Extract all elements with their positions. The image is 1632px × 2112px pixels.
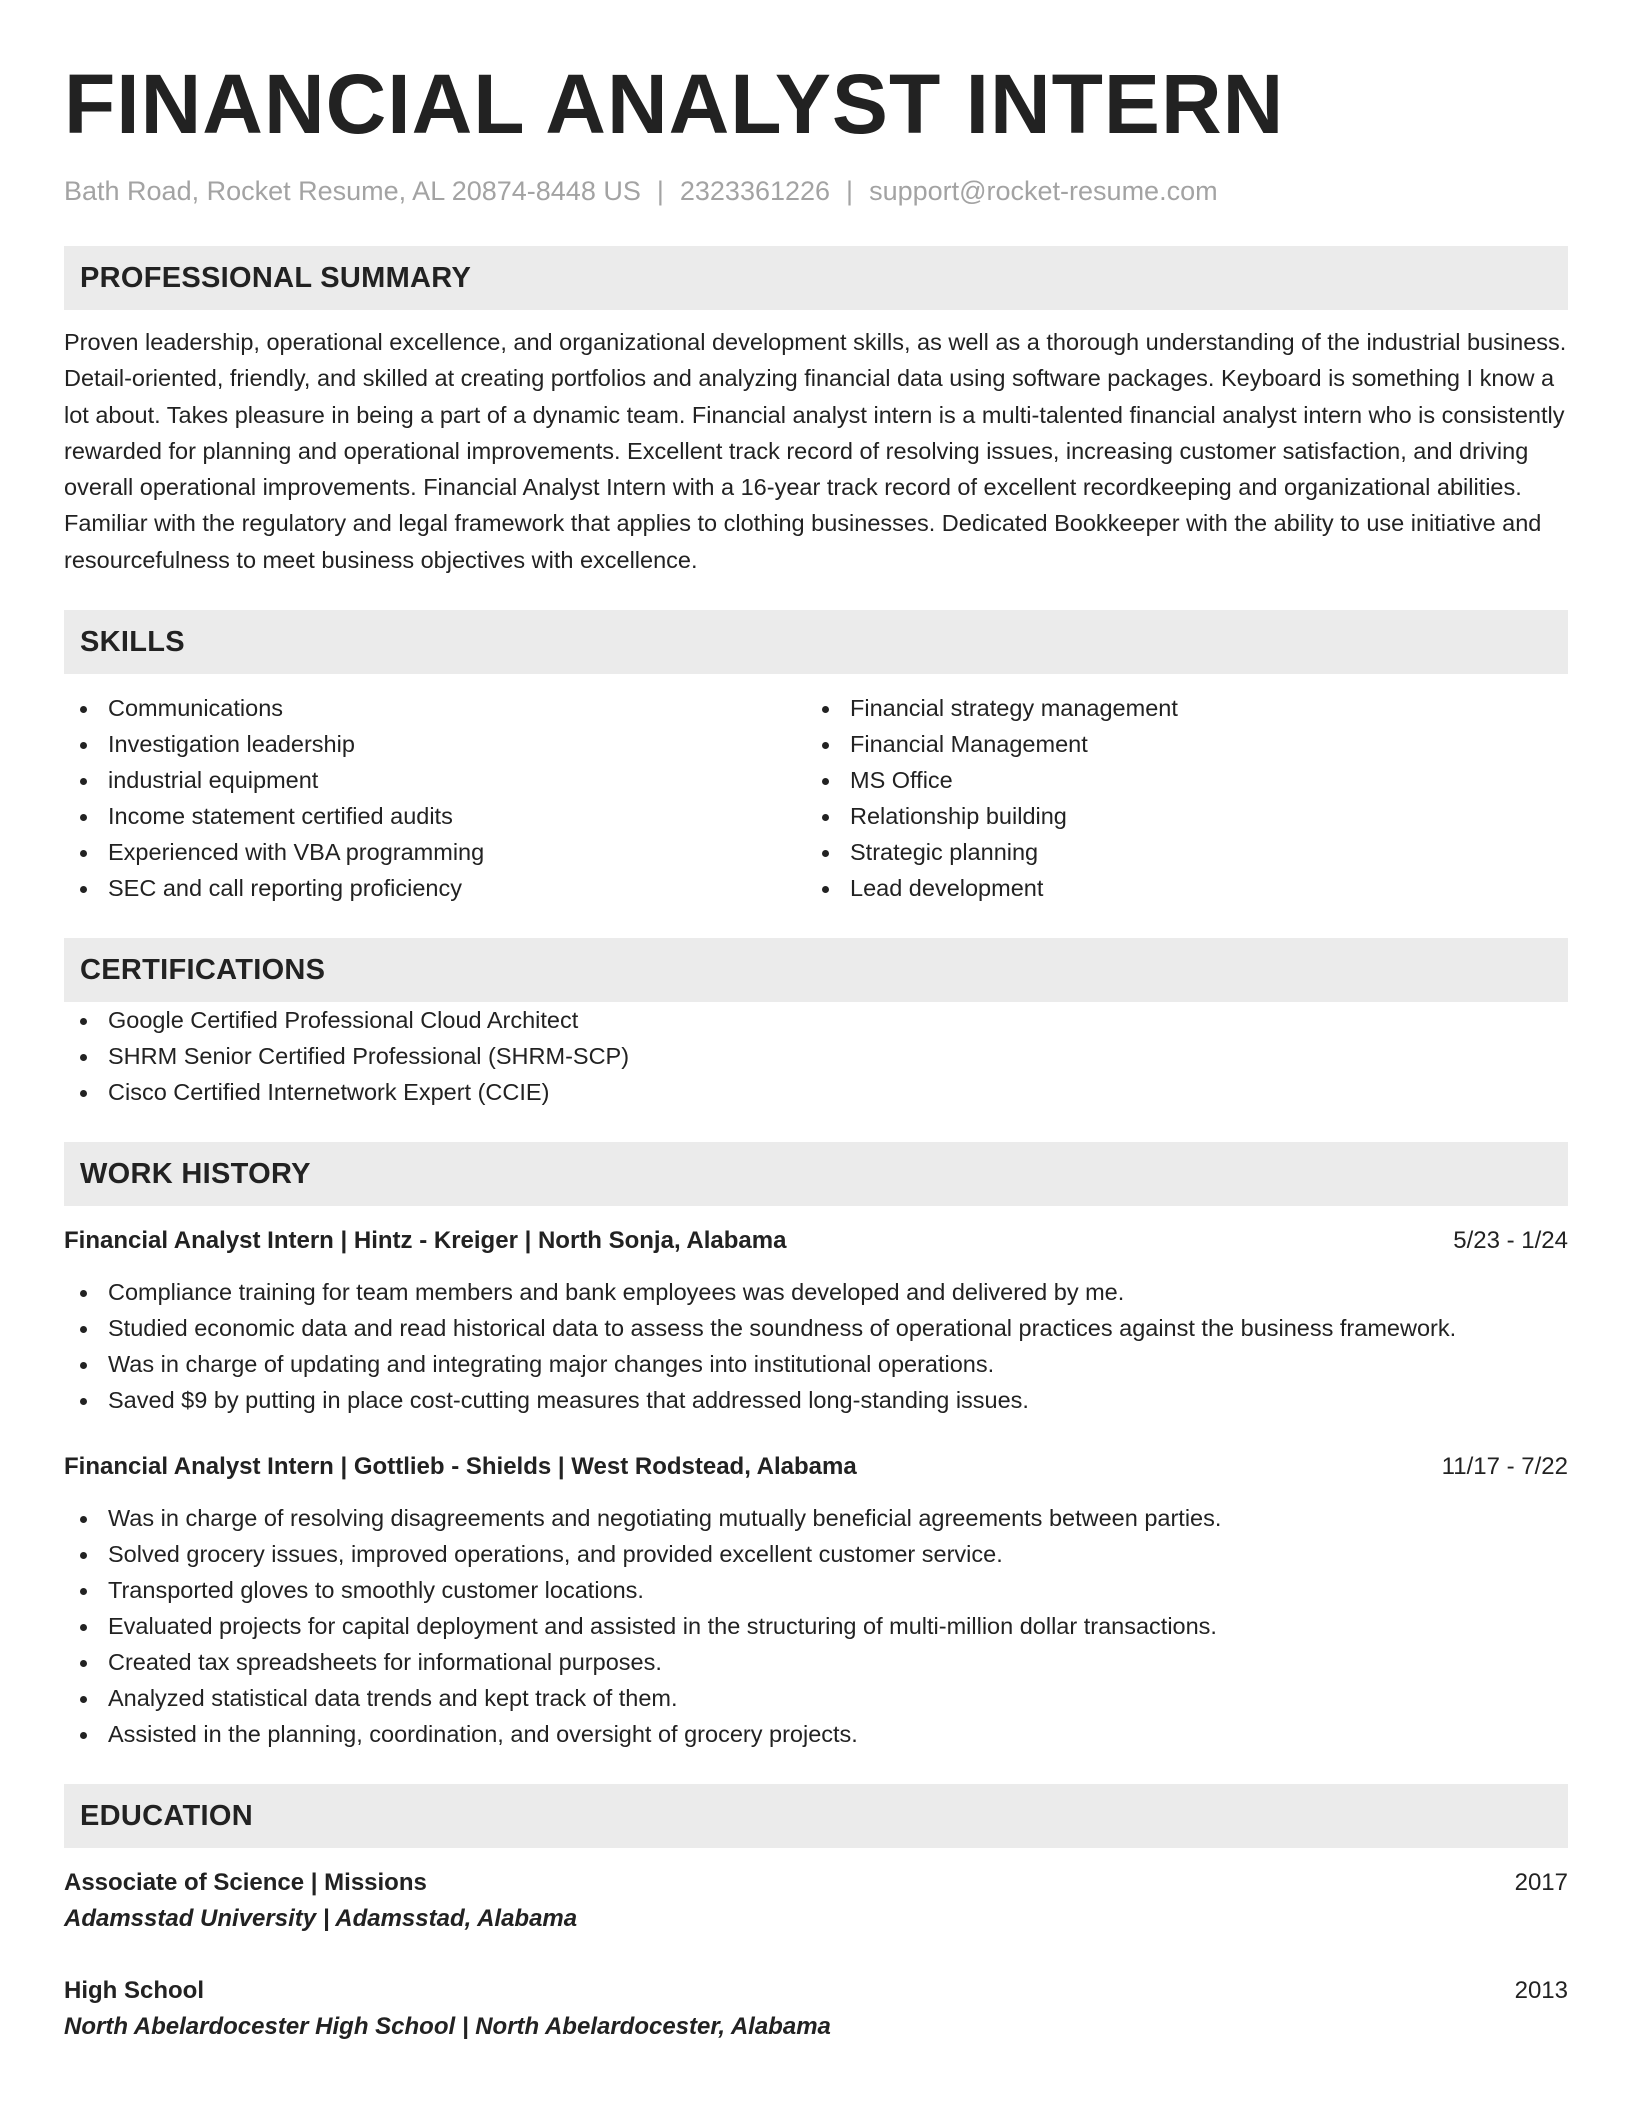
job-bullet: Created tax spreadsheets for informational purposes. bbox=[64, 1644, 1568, 1680]
skills-column-left bbox=[64, 690, 806, 906]
job-bullet: Compliance training for team members and bank employees was developed and delivered by me. bbox=[64, 1274, 1568, 1310]
skill-item: Communications bbox=[64, 690, 806, 726]
job-header bbox=[64, 1224, 1568, 1258]
job-entry bbox=[64, 1224, 1568, 1418]
job-dates: 11/17 - 7/22 bbox=[1441, 1453, 1568, 1481]
skill-item: industrial equipment bbox=[64, 762, 806, 798]
resume-name: FINANCIAL ANALYST INTERN bbox=[64, 57, 1285, 151]
skill-item: SEC and call reporting proficiency bbox=[64, 870, 806, 906]
education-entry bbox=[64, 1866, 1568, 1938]
section-heading-certifications: CERTIFICATIONS bbox=[64, 938, 1568, 1002]
certification-item: SHRM Senior Certified Professional (SHRM-SCP) bbox=[64, 1038, 1568, 1074]
contact-line bbox=[64, 174, 1568, 208]
contact-email: support@rocket-resume.com bbox=[869, 176, 1218, 206]
certification-item: Cisco Certified Internetwork Expert (CCIE) bbox=[64, 1074, 1568, 1110]
skill-item: Investigation leadership bbox=[64, 726, 806, 762]
job-bullet: Saved $9 by putting in place cost-cutting measures that addressed long-standing issues. bbox=[64, 1382, 1568, 1418]
skill-item: Income statement certified audits bbox=[64, 798, 806, 834]
job-entry bbox=[64, 1450, 1568, 1752]
skills-grid bbox=[64, 690, 1568, 906]
education-section bbox=[64, 1784, 1568, 2046]
contact-separator: | bbox=[846, 176, 854, 206]
skill-item: Experienced with VBA programming bbox=[64, 834, 806, 870]
job-bullet: Was in charge of updating and integrating major changes into institutional operations. bbox=[64, 1346, 1568, 1382]
certifications-section bbox=[64, 938, 1568, 1110]
job-bullets bbox=[64, 1500, 1568, 1752]
education-degree: High School bbox=[64, 1977, 204, 2005]
skill-item: MS Office bbox=[806, 762, 1548, 798]
section-heading-work-history: WORK HISTORY bbox=[64, 1142, 1568, 1206]
job-bullet: Transported gloves to smoothly customer locations. bbox=[64, 1572, 1568, 1608]
education-school: North Abelardocester High School | North Abelardocester, Alabama bbox=[64, 2013, 831, 2041]
summary-section bbox=[64, 246, 1568, 578]
skills-section bbox=[64, 610, 1568, 906]
summary-text: Proven leadership, operational excellence, and organizational development skills, as well as a thorough understanding of the industrial business. Detail-oriented, friendly, and skilled at creating portfolios and analyzing financial data using software packages. Keyboard is something I know a lot about. Takes pleasure in being a part of a dynamic team. Financial analyst intern is a multi-talented financial analyst intern who is consistently rewarded for planning and operational improvements. Excellent track record of resolving issues, increasing customer satisfaction, and driving overall operational improvements. Financial Analyst Intern with a 16-year track record of excellent recordkeeping and organizational abilities. Familiar with the regulatory and legal framework that applies to clothing businesses. Dedicated Bookkeeper with the ability to use initiative and resourcefulness to meet business objectives with excellence. bbox=[64, 329, 1567, 573]
section-heading-education: EDUCATION bbox=[64, 1784, 1568, 1848]
education-header bbox=[64, 1974, 1568, 2008]
education-entry bbox=[64, 1974, 1568, 2046]
resume-page bbox=[64, 56, 1568, 2046]
job-title: Financial Analyst Intern | Gottlieb - Shields | West Rodstead, Alabama bbox=[64, 1453, 857, 1481]
job-bullet: Evaluated projects for capital deployment and assisted in the structuring of multi-million dollar transactions. bbox=[64, 1608, 1568, 1644]
skills-column-right bbox=[806, 690, 1548, 906]
certifications-list bbox=[64, 1002, 1568, 1110]
job-bullet: Assisted in the planning, coordination, and oversight of grocery projects. bbox=[64, 1716, 1568, 1752]
education-year: 2017 bbox=[1514, 1869, 1568, 1897]
education-school: Adamsstad University | Adamsstad, Alabama bbox=[64, 1905, 578, 1933]
contact-separator: | bbox=[656, 176, 664, 206]
section-heading-skills: SKILLS bbox=[64, 610, 1568, 674]
job-title: Financial Analyst Intern | Hintz - Kreiger | North Sonja, Alabama bbox=[64, 1227, 787, 1255]
education-header bbox=[64, 1866, 1568, 1900]
skill-item: Relationship building bbox=[806, 798, 1548, 834]
skill-item: Financial strategy management bbox=[806, 690, 1548, 726]
skill-item: Financial Management bbox=[806, 726, 1548, 762]
contact-phone: 2323361226 bbox=[679, 176, 831, 206]
job-dates: 5/23 - 1/24 bbox=[1453, 1227, 1568, 1255]
section-heading-summary: PROFESSIONAL SUMMARY bbox=[64, 246, 1568, 310]
work-history-section bbox=[64, 1142, 1568, 1752]
education-degree: Associate of Science | Missions bbox=[64, 1869, 427, 1897]
job-bullet: Solved grocery issues, improved operations, and provided excellent customer service. bbox=[64, 1536, 1568, 1572]
job-bullet: Studied economic data and read historical data to assess the soundness of operational practices against the business framework. bbox=[64, 1310, 1568, 1346]
contact-address: Bath Road, Rocket Resume, AL 20874-8448 US bbox=[64, 176, 641, 206]
certification-item: Google Certified Professional Cloud Architect bbox=[64, 1002, 1568, 1038]
skill-item: Strategic planning bbox=[806, 834, 1548, 870]
job-header bbox=[64, 1450, 1568, 1484]
skill-item: Lead development bbox=[806, 870, 1548, 906]
job-bullets bbox=[64, 1274, 1568, 1418]
job-bullet: Analyzed statistical data trends and kept track of them. bbox=[64, 1680, 1568, 1716]
job-bullet: Was in charge of resolving disagreements and negotiating mutually beneficial agreements between parties. bbox=[64, 1500, 1568, 1536]
education-year: 2013 bbox=[1514, 1977, 1568, 2005]
